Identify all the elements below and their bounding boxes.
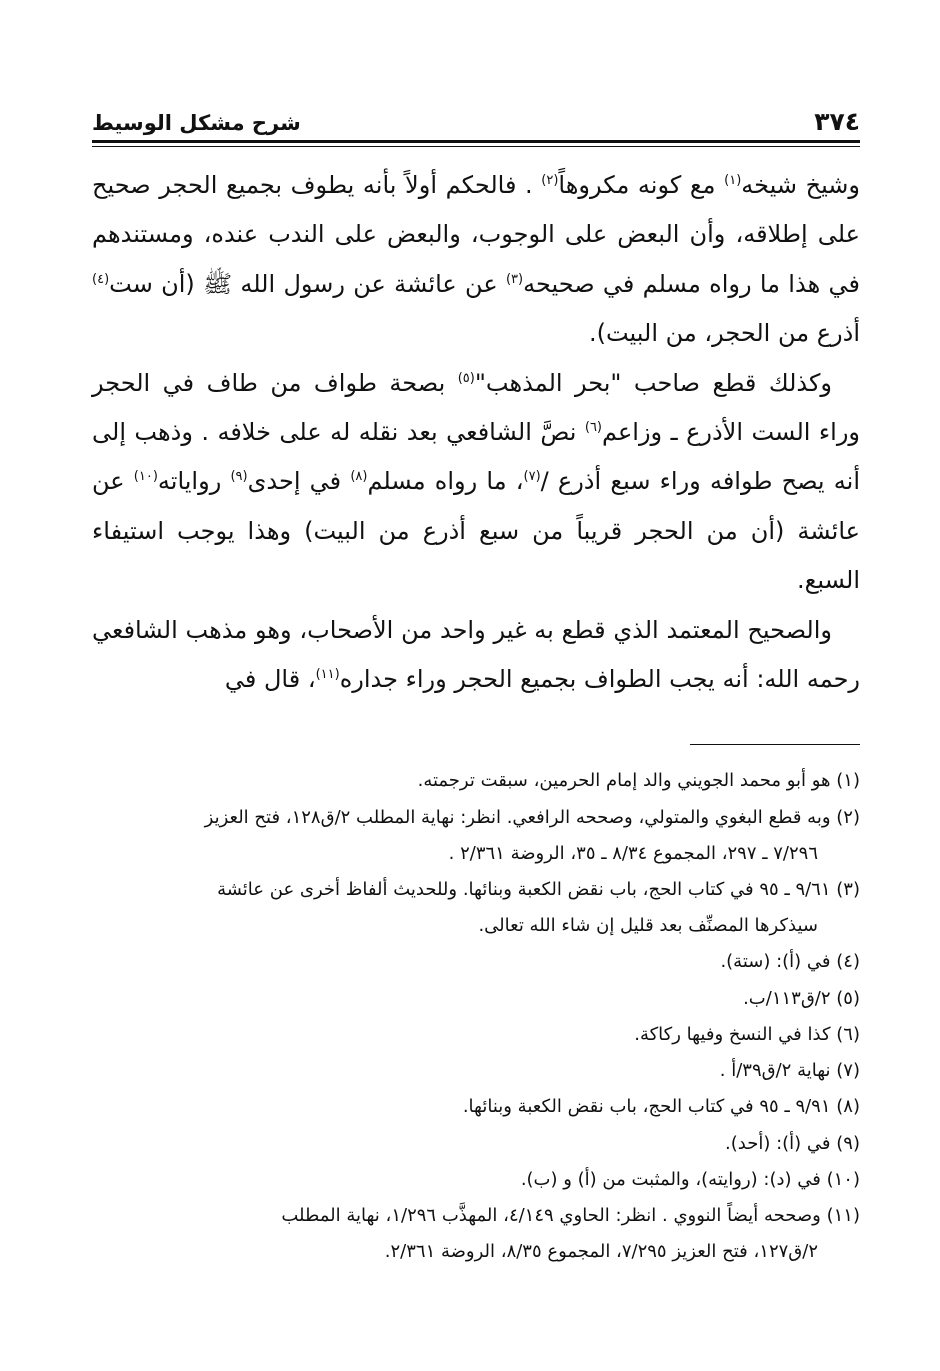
footnote bbox=[92, 1089, 860, 1125]
body-paragraph bbox=[92, 161, 860, 359]
footnote bbox=[92, 1053, 860, 1089]
text-run: عن عائشة عن رسول الله ﷺ (أن ست bbox=[109, 269, 506, 298]
footnote-number: (٩) bbox=[836, 1132, 860, 1154]
footnote-marker: (٦) bbox=[584, 420, 602, 436]
text-run: . فالحكم أولاً بأنه يطوف بجميع الحجر صحيح على إطلاقه، وأن البعض على الوجوب، والبعض على الندب عنده، ومستندهم في هذا ما رواه مسلم في صحيحه bbox=[92, 171, 860, 298]
footnote bbox=[92, 1162, 860, 1198]
running-title: شرح مشكل الوسيط bbox=[92, 111, 301, 135]
text-run: ، ما رواه مسلم bbox=[367, 467, 524, 496]
footnote-text: ٩/٦١ ـ ٩٥ في كتاب الحج، باب نقض الكعبة وبنائها. وللحديث ألفاظ أخرى عن عائشة bbox=[217, 879, 831, 901]
book-page bbox=[92, 96, 860, 1270]
footnote-continuation: ٢/ق١٢٧، فتح العزيز ٧/٢٩٥، المجموع ٨/٣٥، الروضة ٢/٣٦١. bbox=[384, 1241, 818, 1263]
footnote-number: (١) bbox=[836, 770, 860, 792]
footnote-text: ٩/٩١ ـ ٩٥ في كتاب الحج، باب نقض الكعبة وبنائها. bbox=[462, 1096, 831, 1118]
footnote-marker: (٤) bbox=[92, 271, 110, 287]
footnote-number: (٧) bbox=[836, 1060, 860, 1082]
footnote-number: (٣) bbox=[836, 879, 860, 901]
text-run: وكذلك قطع صاحب "بحر المذهب" bbox=[474, 368, 832, 397]
text-run: عن عائشة (أن من الحجر قريباً من سبع أذرع من البيت) وهذا يوجب استيفاء السبع. bbox=[92, 467, 860, 595]
footnote-text: نهاية ٢/ق٣٩/أ . bbox=[719, 1060, 831, 1082]
footnote-number: (٥) bbox=[836, 987, 860, 1009]
text-run: ، قال في bbox=[224, 665, 316, 694]
footnote-continuation: سيذكرها المصنِّف بعد قليل إن شاء الله تعالى. bbox=[478, 915, 818, 937]
footnote bbox=[92, 800, 860, 872]
footnote-marker: (١١) bbox=[315, 667, 340, 683]
footnote-marker: (٢) bbox=[541, 173, 559, 188]
footnote-number: (٤) bbox=[836, 951, 860, 973]
footnote-text: كذا في النسخ وفيها ركاكة. bbox=[634, 1023, 831, 1045]
text-run: والصحيح المعتمد الذي قطع به غير واحد من الأصحاب، وهو مذهب الشافعي رحمه الله: أنه يجب الطواف بجميع الحجر وراء جداره bbox=[92, 615, 860, 694]
footnote bbox=[92, 763, 860, 799]
footnote bbox=[92, 872, 860, 944]
footnote-text: ٢/ق١١٣/ب. bbox=[743, 987, 831, 1009]
body-paragraph bbox=[92, 359, 860, 606]
footnote-number: (٢) bbox=[836, 806, 860, 828]
page-number: ٣٧٤ bbox=[814, 107, 860, 136]
page-header bbox=[92, 96, 860, 134]
footnote-marker: (٥) bbox=[457, 370, 475, 386]
footnote-separator bbox=[690, 744, 860, 745]
main-text bbox=[92, 161, 860, 704]
footnote-number: (١٠) bbox=[826, 1168, 860, 1190]
text-run: في إحدى bbox=[247, 467, 351, 496]
footnote-number: (١١) bbox=[826, 1204, 860, 1226]
footnote bbox=[92, 981, 860, 1017]
footnote-text: وبه قطع البغوي والمتولي، وصححه الرافعي. انظر: نهاية المطلب ٢/ق١٢٨، فتح العزيز bbox=[204, 806, 831, 828]
text-run: رواياته bbox=[157, 467, 231, 496]
header-rule-thick bbox=[92, 140, 860, 143]
footnote-text: في (أ): (أحد). bbox=[725, 1132, 831, 1154]
footnote-continuation: ٧/٢٩٦ ـ ٢٩٧، المجموع ٨/٣٤ ـ ٣٥، الروضة ٢/٣٦١ . bbox=[448, 842, 818, 864]
footnote bbox=[92, 1198, 860, 1270]
text-run: أذرع من الحجر، من البيت). bbox=[588, 319, 860, 348]
footnote-text: في (د): (روايته)، والمثبت من (أ) و (ب). bbox=[520, 1168, 821, 1190]
footnote-text: في (أ): (ستة). bbox=[720, 951, 831, 973]
footnote-marker: (٣) bbox=[505, 271, 524, 287]
text-run: نصَّ الشافعي بعد نقله له على خلافه . وذهب إلى أنه يصح طوافه وراء سبع أذرع / bbox=[92, 418, 861, 496]
footnotes bbox=[92, 763, 860, 1270]
footnote-marker: (٨) bbox=[350, 469, 368, 485]
footnote bbox=[92, 1126, 860, 1162]
footnote bbox=[92, 944, 860, 980]
footnote-number: (٨) bbox=[836, 1096, 860, 1118]
text-run: مع كونه مكروهاً bbox=[558, 171, 725, 199]
text-run: وشيخ شيخه bbox=[741, 171, 861, 199]
footnote bbox=[92, 1017, 860, 1053]
footnote-marker: (٩) bbox=[230, 469, 248, 485]
footnote-text: هو أبو محمد الجويني والد إمام الحرمين، سبقت ترجمته. bbox=[417, 770, 831, 792]
footnote-text: وصححه أيضاً النووي . انظر: الحاوي ٤/١٤٩، المهذَّب ١/٢٩٦، نهاية المطلب bbox=[281, 1204, 821, 1226]
footnote-number: (٦) bbox=[836, 1023, 860, 1045]
footnote-marker: (١٠) bbox=[133, 469, 158, 485]
footnote-marker: (١) bbox=[724, 173, 742, 188]
footnote-marker: (٧) bbox=[523, 469, 541, 485]
body-paragraph bbox=[92, 606, 860, 705]
header-rule-thin bbox=[92, 146, 860, 147]
text-run: بصحة طواف من طاف في الحجر وراء الست الأذرع ـ وزاعم bbox=[92, 368, 860, 447]
